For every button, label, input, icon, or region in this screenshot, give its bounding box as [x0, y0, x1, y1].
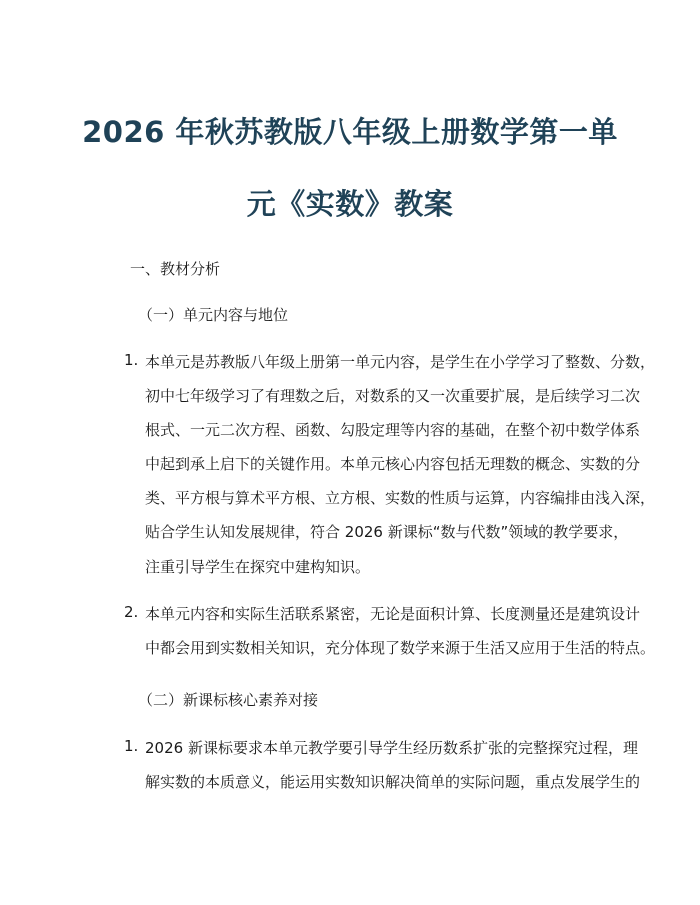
- paragraph-line: 类、平方根与算术平方根、立方根、实数的性质与运算，内容编排由浅入深，: [145, 489, 656, 507]
- paragraph-line: 本单元内容和实际生活联系紧密，无论是面积计算、长度测量还是建筑设计: [145, 605, 641, 623]
- paragraph-line: 2026 新课标要求本单元教学要引导学生经历数系扩张的完整探究过程，理: [145, 739, 638, 757]
- subsection-heading-unit-content: （一）单元内容与地位: [138, 306, 289, 324]
- paragraph-line: 贴合学生认知发展规律，符合 2026 新课标“数与代数”领域的教学要求，: [145, 523, 629, 541]
- document-title-line-2: 元《实数》教案: [246, 187, 454, 221]
- paragraph-line: 中起到承上启下的关键作用。本单元核心内容包括无理数的概念、实数的分: [145, 455, 641, 473]
- paragraph-line: 本单元是苏教版八年级上册第一单元内容，是学生在小学学习了整数、分数，: [145, 353, 656, 371]
- list-item-number: 2.: [124, 603, 139, 621]
- paragraph-line: 解实数的本质意义，能运用实数知识解决简单的实际问题，重点发展学生的: [145, 773, 641, 791]
- section-heading-textbook-analysis: 一、教材分析: [130, 260, 221, 278]
- document-title-line-1: 2026 年秋苏教版八年级上册数学第一单: [82, 115, 618, 149]
- paragraph-line: 初中七年级学习了有理数之后，对数系的又一次重要扩展，是后续学习二次: [145, 387, 641, 405]
- list-item-number: 1.: [124, 351, 139, 369]
- paragraph-line: 中都会用到实数相关知识，充分体现了数学来源于生活又应用于生活的特点。: [145, 639, 656, 657]
- subsection-heading-core-literacy: （二）新课标核心素养对接: [138, 691, 319, 709]
- list-item-number: 1.: [124, 737, 139, 755]
- paragraph-line: 注重引导学生在探究中建构知识。: [145, 558, 371, 576]
- paragraph-line: 根式、一元二次方程、函数、勾股定理等内容的基础，在整个初中数学体系: [145, 421, 641, 439]
